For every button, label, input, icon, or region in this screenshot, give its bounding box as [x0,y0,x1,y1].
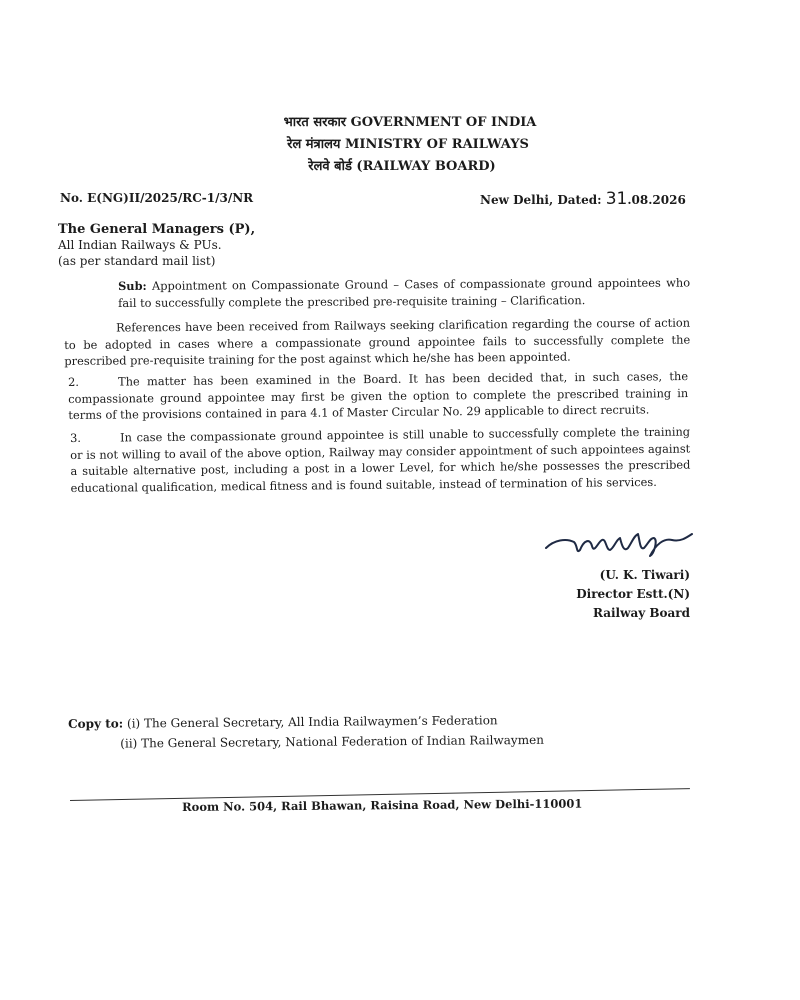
addressee-line-1: The General Managers (P), [58,222,256,237]
copy-to-label: Copy to: [68,716,124,731]
subject-paragraph [118,275,690,311]
copy-to-item-2: (ii) The General Secretary, National Federation of Indian Railwaymen [120,732,544,751]
footer-address: Room No. 504, Rail Bhawan, Raisina Road, New Delhi-110001 [182,796,583,814]
header-government: भारत सरकार GOVERNMENT OF INDIA [283,115,537,130]
header-board: रेलवे बोर्ड (RAILWAY BOARD) [308,159,496,174]
signatory-name: (U. K. Tiwari) [599,568,690,582]
date-line [480,189,686,209]
header-ministry: रेल मंत्रालय MINISTRY OF RAILWAYS [287,137,529,152]
subject-label: Sub: [118,278,147,293]
copy-to-item-1: (i) The General Secretary, All India Railwaymen’s Federation [123,713,498,731]
date-label: New Delhi, Dated: [480,193,606,207]
paragraph-2 [68,368,688,423]
date-day-handwritten: 31 [605,189,628,209]
signatory-office: Railway Board [592,606,690,620]
subject-text: Appointment on Compassionate Ground – Cases of compassionate ground appointees who fail to successfully complete the prescribed pre-requisite training – Clarification. [118,275,691,310]
paragraph-1: References have been received from Railways seeking clarification regarding the course of action to be adopted in cases where a compassionate ground appointee fails to successfully complete the prescribed pre-requisite training for the post against which he/she has been appointed. [64,315,691,368]
addressee-line-3: (as per standard mail list) [58,254,216,268]
paragraph-2-number: 2. [68,374,80,389]
paragraph-3 [70,424,691,496]
signatory-designation: Director Estt.(N) [576,587,690,601]
signature-scribble-icon [540,524,710,564]
paragraph-2-text: The matter has been examined in the Board. It has been decided that, in such cases, the compassionate ground appointee may first be given the option to complete the prescribed training in terms of the provisions contained in para 4.1 of Master Circular No. 29 applicable to direct recruits. [68,369,689,422]
copy-to-block [68,710,544,754]
reference-number: No. E(NG)II/2025/RC-1/3/NR [60,191,254,205]
signatory-block [560,566,690,623]
addressee-line-2: All Indian Railways & PUs. [58,238,222,252]
paragraph-3-number: 3. [70,430,82,445]
paragraph-3-text: In case the compassionate ground appointee is still unable to successfully complete the training or is not willing to avail of the above option, Railway may consider appointment of such appointees against a suitable alternative post, including a post in a lower Level, for which he/she possesses the prescribed educational qualification, medical fitness and is found suitable, instead of termination of his services. [70,424,691,495]
handwritten-signature [540,524,710,564]
date-month-year: .08.2026 [627,193,686,207]
